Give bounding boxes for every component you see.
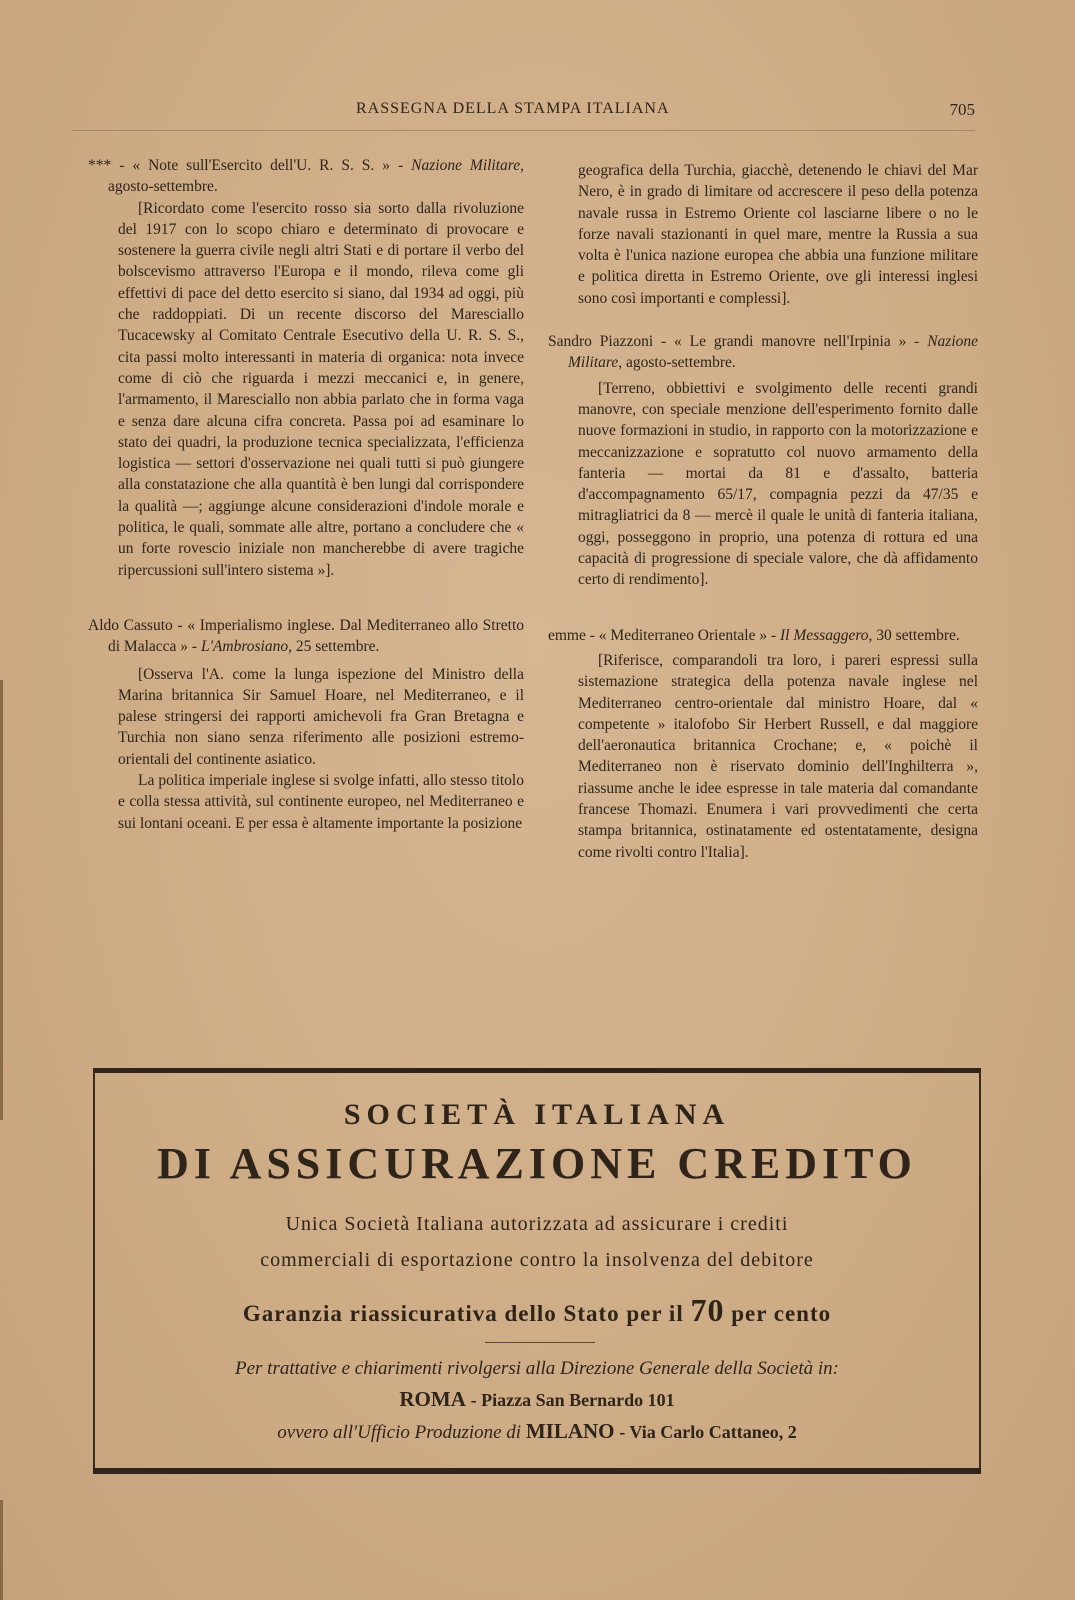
- ad-description-line: commerciali di esportazione contro la insolvenza del debitore: [260, 1249, 814, 1271]
- ad-contact-intro: Per trattative e chiarimenti rivolgersi alla Direzione Generale della Società in:: [234, 1358, 839, 1379]
- entry-date: agosto-settembre.: [108, 178, 218, 196]
- ad-rome-address: [95, 1384, 979, 1416]
- entry-paragraph: [Riferisce, comparandoli tra loro, i pareri espressi sulla sistemazione strategica della potenza navale inglese nel Mediterraneo centro-orientale dal ministro Hoare, dal « competente » italofobo Sir Herbert Russell, e dal maggiore dell'aeronautica britannica Crochane; e, « poichè il Mediterraneo non è riservato dominio dell'Inghilterra », riassume anche le idee espresse in tale materia dal comandante francese Thomazi. Enumera i vari provvedimenti che certa stampa britannica, ostinatamente ed ostentatamente, designa come rivolti contro l'Italia].: [578, 651, 978, 861]
- entry-title: « Le grandi manovre nell'Irpinia »: [674, 333, 907, 351]
- entry-separator: -: [177, 616, 183, 634]
- ad-contact: [95, 1354, 979, 1448]
- entry-body: [548, 378, 978, 591]
- entry-author: emme: [548, 626, 586, 644]
- left-column: [88, 155, 524, 834]
- entry-separator: -: [589, 626, 595, 644]
- running-header: [72, 100, 975, 131]
- entry-heading: [88, 615, 524, 658]
- ad-guarantee-suffix: per cento: [731, 1301, 832, 1326]
- entry-date: 30 settembre.: [876, 626, 960, 644]
- page-edge-mark: [0, 680, 3, 1120]
- entry-date: 25 settembre.: [295, 638, 380, 656]
- ad-guarantee: [95, 1292, 979, 1329]
- entry-title: « Note sull'Esercito dell'U. R. S. S. »: [132, 157, 391, 174]
- ad-milan-intro: ovvero all'Ufficio Produzione di: [277, 1422, 522, 1443]
- entry-body: [88, 664, 524, 834]
- right-column: [548, 160, 978, 863]
- entry-paragraph: La politica imperiale inglese si svolge infatti, allo stesso titolo e colla stessa attività, sul continente europeo, nel Mediterraneo e sui lontani oceani. E per essa è altamente importante la posizione: [118, 772, 524, 832]
- ad-rome-city: ROMA: [399, 1387, 466, 1411]
- continuation-paragraph: geografica della Turchia, giacchè, detenendo le chiavi del Mar Nero, è in grado di limitare od accrescere il peso della potenza navale russa in Estremo Oriente col lasciarne libere o no le forze navali stazionanti in quel mare, mentre la Russia a sua volta è l'unica nazione europea che abbia una funzione militare e politica diretta in Estremo Oriente, ove gli interessi inglesi sono così importanti e complessi].: [578, 162, 978, 307]
- ad-divider: [485, 1342, 595, 1343]
- ad-guarantee-text: Garanzia riassicurativa dello Stato per il: [242, 1301, 684, 1326]
- entry-heading: [88, 155, 524, 198]
- ad-description: [95, 1206, 979, 1278]
- entry-author: Aldo Cassuto: [88, 616, 173, 634]
- entry-source: L'Ambrosiano,: [200, 638, 292, 656]
- page-number: 705: [949, 100, 975, 119]
- entry-source: Il Messaggero,: [780, 626, 873, 644]
- advertisement-box: [93, 1070, 981, 1472]
- entry-separator: -: [191, 638, 198, 656]
- entry-paragraph: [Terreno, obbiettivi e svolgimento delle recenti grandi manovre, con speciale menzione dell'esperimento fornito dalle nuove formazioni in studio, in rapporto con la motorizzazione e meccanizzazione e sopratutto col nuovo armamento della fanteria — mortai da 81 e d'assalto, batteria d'accompagnamento 65/17, compagnia pezzi da 47/35 e mitragliatrici da 8 — mercè il quale le unità di fanteria italiana, oggi, posseggono in proprio, una potenza di rottura ed una capacità di progressione di speciale valore, che dà affidamento certo di rendimento].: [578, 379, 978, 589]
- ad-company-name-line2: DI ASSICURAZIONE CREDITO: [157, 1139, 917, 1188]
- entry-body: [88, 198, 524, 581]
- entry-paragraph: [Ricordato come l'esercito rosso sia sorto dalla rivoluzione del 1917 con lo scopo chiaro e determinato di provocare e sostenere la guerra civile negli altri Stati e di portare il verbo del bolscevismo attraverso l'Europa e il mondo, rileva come gli effettivi di pace del detto esercito si siano, dal 1934 ad oggi, più che raddoppiati. Di un recente discorso del Maresciallo Tucacewsky al Comitato Centrale Esecutivo della U. R. S. S., cita passi molto interessanti in materia di organica: nota invece come di ciò che riguarda i mezzi meccanici e, in genere, l'armamento, il Maresciallo non abbia parlato che in forma vaga e senza dare alcuna cifra concreta. Passa poi ad esaminare lo stato dei quadri, la produzione tecnica specializzata, l'efficienza logistica — settori d'osservazione nei quali tutti si può giungere alla constatazione che alla quantità è ben lungi dal corrispondere la qualità —; aggiunge alcune considerazioni d'indole morale e politica, le quali, sommate alle altre, portano a concludere che « un forte rovescio iniziale non mancherebbe di avere tragiche ripercussioni sull'intero sistema »].: [118, 199, 524, 579]
- ad-description-line: Unica Società Italiana autorizzata ad assicurare i crediti: [285, 1213, 789, 1235]
- entry-separator: -: [661, 333, 667, 351]
- entry-date: agosto-settembre.: [625, 354, 736, 372]
- ad-milan-address: [95, 1416, 979, 1448]
- entry-marker: *** -: [88, 157, 125, 174]
- ad-milan-city: MILANO: [525, 1419, 615, 1443]
- running-title: RASSEGNA DELLA STAMPA ITALIANA: [356, 100, 670, 117]
- page-edge-mark: [0, 1500, 3, 1600]
- ad-guarantee-percentage: 70: [690, 1292, 725, 1328]
- entry-paragraph: [Osserva l'A. come la lunga ispezione del Ministro della Marina britannica Sir Samuel Hoare, nel Mediterraneo, e il palese stringersi dei rapporti amichevoli fra Gran Bretagna e Turchia non siano senza riferimento alle posizioni estremo-orientali del continente asiatico.: [118, 665, 524, 768]
- entry-heading: [548, 625, 978, 646]
- entry-heading: [548, 331, 978, 374]
- entry-source: Nazione Militare,: [568, 333, 979, 372]
- entry-separator: -: [398, 157, 404, 174]
- entry-source: Nazione Militare,: [411, 157, 525, 174]
- ad-bottom-rule: [93, 1468, 981, 1474]
- ad-company-name-line1: SOCIETÀ ITALIANA: [343, 1098, 731, 1131]
- entry-title: « Mediterraneo Orientale »: [598, 626, 768, 644]
- entry-separator: -: [770, 626, 777, 644]
- entry-title: « Imperialismo inglese. Dal Mediterraneo allo Stretto di Malacca »: [108, 616, 525, 656]
- entry-author: Sandro Piazzoni: [548, 333, 654, 351]
- entry-separator: -: [914, 333, 920, 351]
- entry-body: [548, 650, 978, 863]
- ad-rome-street: - Piazza San Bernardo 101: [470, 1390, 675, 1410]
- ad-milan-street: - Via Carlo Cattaneo, 2: [619, 1422, 797, 1442]
